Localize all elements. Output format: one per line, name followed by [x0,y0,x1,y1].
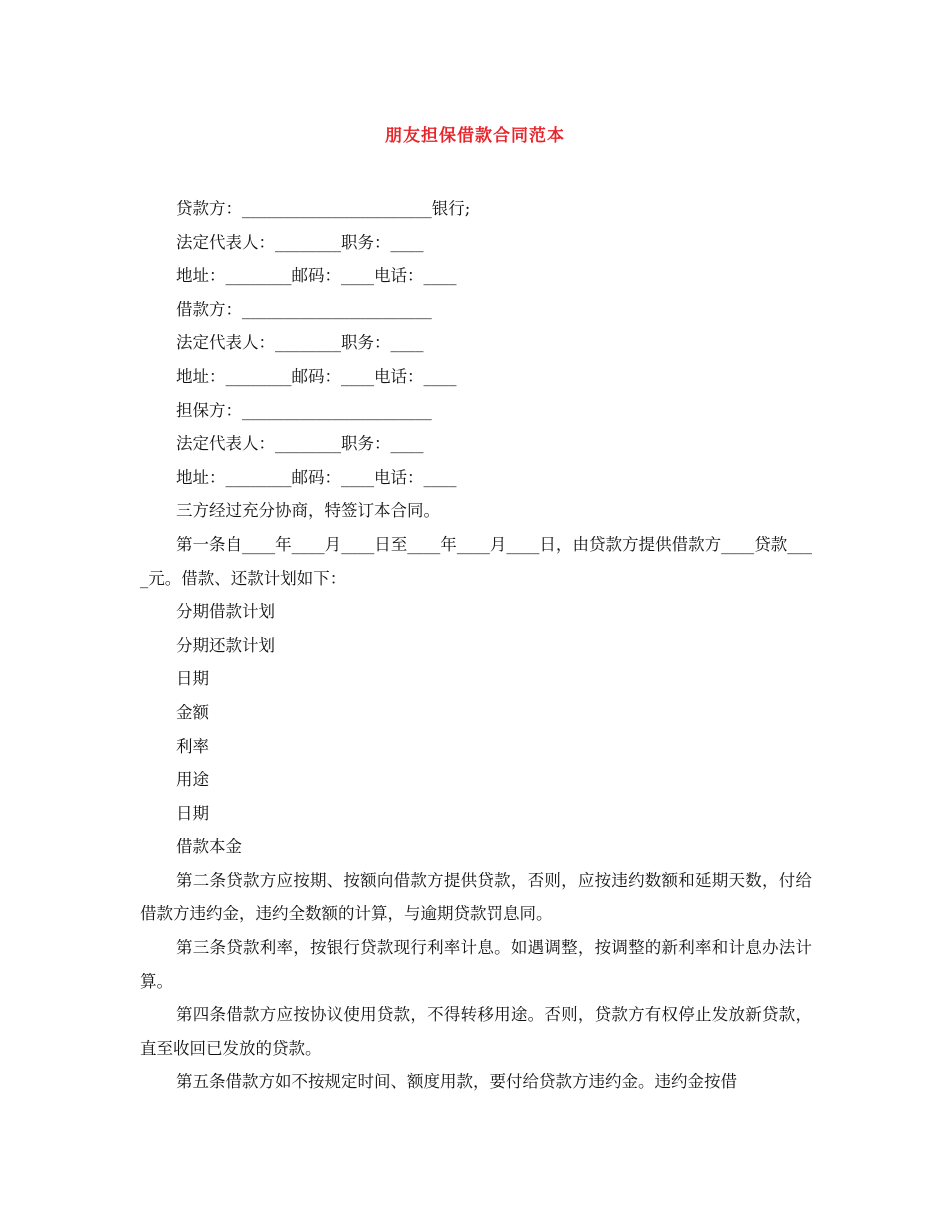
lender-address-line: 地址：________邮码：____电话：____ [176,266,457,286]
guarantor-line: 担保方：_______________________ [176,400,432,420]
article-5: 第五条借款方如不按规定时间、额度用款，要付给贷款方违约金。违约金按借 [176,1072,737,1092]
article-4: 第四条借款方应按协议使用贷款，不得转移用途。否则，贷款方有权停止发放新贷款，直至收回已发放的贷款。 [140,1005,812,1058]
guarantor-address-line: 地址：________邮码：____电话：____ [176,467,457,487]
lender-representative-line: 法定代表人：________职务：____ [176,232,424,252]
table-label: 用途 [176,770,209,790]
agreement-intro-line: 三方经过充分协商，特签订本合同。 [176,501,440,521]
article-3: 第三条贷款利率，按银行贷款现行利率计息。如遇调整，按调整的新利率和计息办法计算。 [140,938,812,991]
table-label: 分期还款计划 [176,635,275,655]
document-title: 朋友担保借款合同范本 [385,126,565,146]
table-label: 日期 [176,803,209,823]
guarantor-representative-line: 法定代表人：________职务：____ [176,434,424,454]
article-1: 第一条自____年____月____日至____年____月____日，由贷款方提供借款方____贷款____元。借款、还款计划如下： [140,534,812,588]
table-label: 日期 [176,669,209,689]
table-label: 借款本金 [176,837,242,857]
document-body [140,192,812,1099]
table-label: 金额 [176,702,209,722]
table-label: 利率 [176,736,209,756]
borrower-representative-line: 法定代表人：________职务：____ [176,333,424,353]
article-2: 第二条贷款方应按期、按额向借款方提供贷款，否则，应按违约数额和延期天数，付给借款方违约金，违约全数额的计算，与逾期贷款罚息同。 [140,870,812,924]
borrower-address-line: 地址：________邮码：____电话：____ [176,366,457,386]
borrower-line: 借款方：_______________________ [176,299,432,319]
lender-line: 贷款方：_______________________银行; [176,199,471,218]
table-label: 分期借款计划 [176,602,275,622]
